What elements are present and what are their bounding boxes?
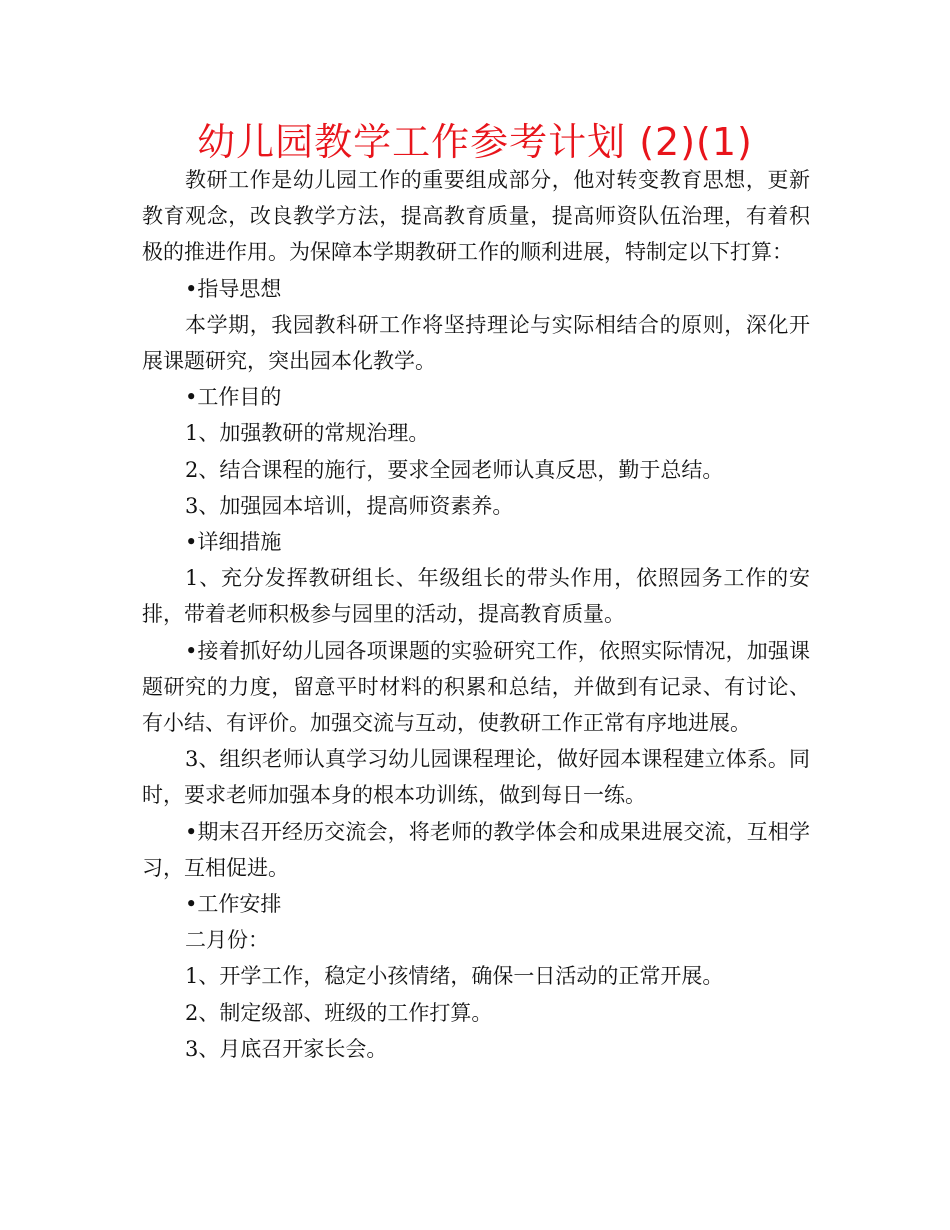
goal-item-2: 2、结合课程的施行，要求全园老师认真反思，勤于总结。 bbox=[185, 457, 724, 482]
document-body bbox=[142, 162, 810, 1067]
schedule-item-1: 1、开学工作，稳定小孩情绪，确保一日活动的正常开展。 bbox=[185, 964, 724, 989]
guiding-thought-paragraph: 本学期，我园教科研工作将坚持理论与实际相结合的原则，深化开展课题研究，突出园本化教学。 bbox=[142, 312, 810, 374]
measure-item-1: 1、充分发挥教研组长、年级组长的带头作用，依照园务工作的安排，带着老师积极参与园里的活动，提高教育质量。 bbox=[142, 566, 810, 627]
goal-item-1: 1、加强教研的常规治理。 bbox=[185, 421, 430, 446]
section-heading-guiding-thought: •指导思想 bbox=[185, 276, 282, 301]
schedule-item-3: 3、月底召开家长会。 bbox=[185, 1036, 388, 1061]
measure-item-2: •接着抓好幼儿园各项课题的实验研究工作，依照实际情况，加强课题研究的力度，留意平时材料的积累和总结，并做到有记录、有讨论、有小结、有评价。加强交流与互动，使教研工作正常有序地进展。 bbox=[142, 638, 810, 736]
measure-item-4: •期末召开经历交流会，将老师的教学体会和成果进展交流，互相学习，互相促进。 bbox=[142, 819, 810, 880]
intro-paragraph: 教研工作是幼儿园工作的重要组成部分，他对转变教育思想，更新教育观念，改良教学方法，提高教育质量，提高师资队伍治理，有着积极的推进作用。为保障本学期教研工作的顺利进展，特制定以下打算： bbox=[142, 168, 810, 265]
section-heading-schedule: •工作安排 bbox=[185, 892, 282, 917]
schedule-month-february: 二月份： bbox=[185, 928, 269, 953]
goal-item-3: 3、加强园本培训，提高师资素养。 bbox=[185, 493, 514, 518]
section-heading-measures: •详细措施 bbox=[185, 530, 282, 555]
schedule-item-2: 2、制定级部、班级的工作打算。 bbox=[185, 1000, 493, 1025]
document-title: 幼儿园教学工作参考计划 (2)(1) bbox=[197, 120, 753, 164]
measure-item-3: 3、组织老师认真学习幼儿园课程理论，做好园本课程建立体系。同时，要求老师加强本身的根本功训练，做到每日一练。 bbox=[142, 747, 810, 808]
section-heading-work-goals: •工作目的 bbox=[185, 385, 282, 410]
